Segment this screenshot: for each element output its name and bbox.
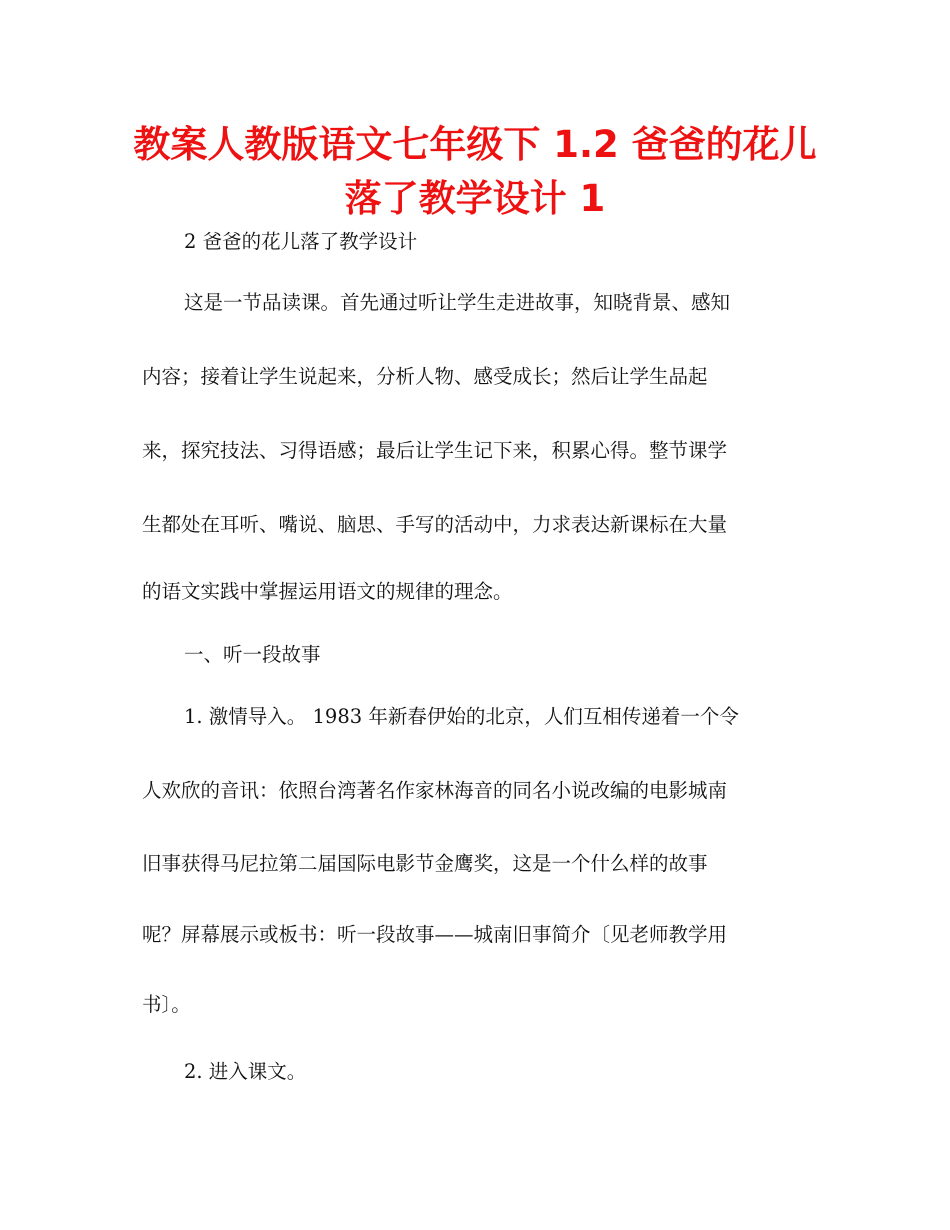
title-line-1: 教案人教版语文七年级下 1.2 爸爸的花儿: [133, 123, 817, 166]
step-paragraph-line: 呢？屏幕展示或板书：听一段故事——城南旧事简介〔见老师教学用: [142, 923, 728, 946]
section-heading: 一、听一段故事: [184, 643, 321, 666]
subtitle-line: 2 爸爸的花儿落了教学设计: [184, 230, 418, 253]
intro-paragraph-line: 的语文实践中掌握运用语文的规律的理念。: [142, 580, 513, 603]
step-paragraph-line: 1. 激情导入。 1983 年新春伊始的北京，人们互相传递着一个令: [184, 705, 739, 728]
intro-paragraph-line: 内容；接着让学生说起来，分析人物、感受成长；然后让学生品起: [142, 365, 708, 388]
step-paragraph-line: 书〕。: [142, 993, 191, 1016]
intro-paragraph-line: 生都处在耳听、嘴说、脑思、手写的活动中，力求表达新课标在大量: [142, 513, 728, 536]
document-title: [0, 118, 950, 226]
intro-paragraph-line: 来，探究技法、习得语感；最后让学生记下来，积累心得。整节课学: [142, 439, 728, 462]
step-paragraph-line: 人欢欣的音讯：依照台湾著名作家林海音的同名小说改编的电影城南: [142, 779, 728, 802]
step-paragraph-line: 旧事获得马尼拉第二届国际电影节金鹰奖，这是一个什么样的故事: [142, 852, 708, 875]
intro-paragraph-line: 这是一节品读课。首先通过听让学生走进故事，知晓背景、感知: [184, 291, 731, 314]
step-heading: 2. 进入课文。: [184, 1060, 307, 1083]
title-line-2: 落了教学设计 1: [344, 177, 606, 220]
